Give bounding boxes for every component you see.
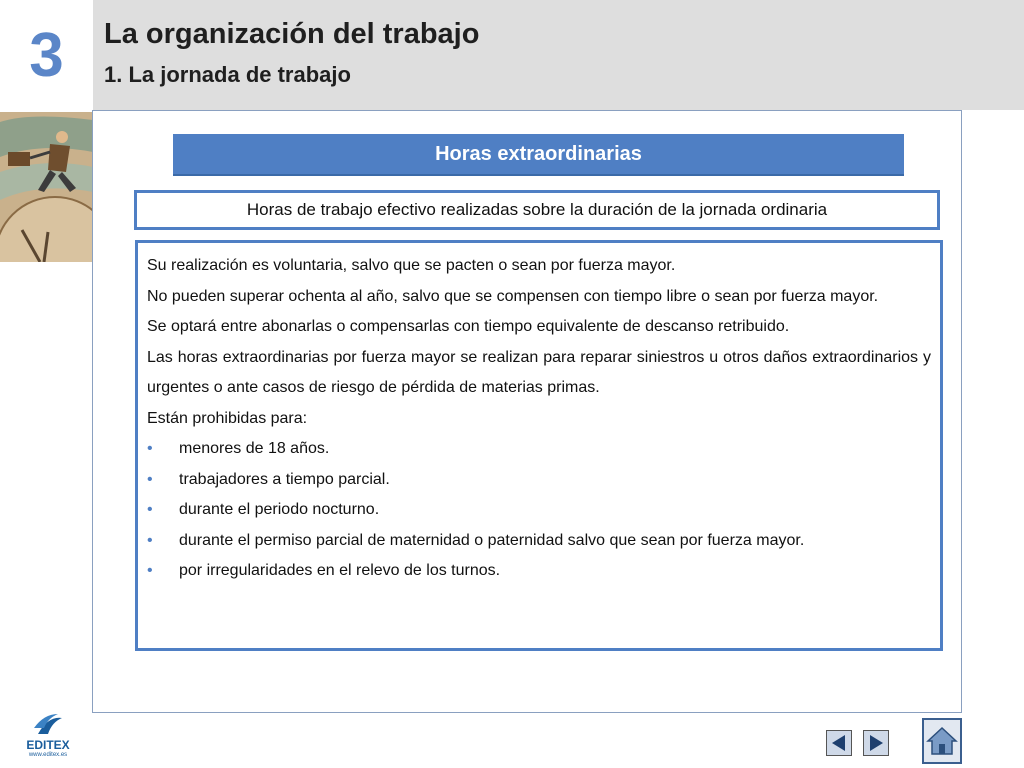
rules-box	[135, 240, 943, 651]
next-slide-button[interactable]	[863, 730, 889, 756]
rule-paragraph: Su realización es voluntaria, salvo que se pacten o sean por fuerza mayor.	[147, 257, 676, 274]
home-button[interactable]	[922, 718, 962, 764]
rule-paragraph: Se optará entre abonarlas o compensarlas con tiempo equivalente de descanso retribuido.	[147, 318, 790, 335]
page-subtitle: 1. La jornada de trabajo	[104, 62, 351, 87]
page-title: La organización del trabajo	[104, 18, 480, 50]
rule-paragraph: Las horas extraordinarias por fuerza mayor se realizan para reparar siniestros u otros daños extraordinarios y urgentes o ante casos de riesgo de pérdida de materias primas.	[147, 348, 931, 396]
rule-paragraph: No pueden superar ochenta al año, salvo que se compensen con tiempo libre o sean por fuerza mayor.	[147, 287, 879, 305]
chapter-number: 3	[29, 20, 64, 90]
triangle-left-icon	[829, 733, 849, 753]
section-heading: Horas extraordinarias	[173, 134, 904, 176]
header-bar	[93, 0, 1024, 110]
rule-paragraph: Están prohibidas para:	[147, 409, 308, 427]
editex-logo	[18, 712, 78, 760]
previous-slide-button[interactable]	[826, 730, 852, 756]
prohibited-list	[147, 434, 931, 587]
list-item: • durante el periodo nocturno.	[147, 495, 931, 526]
list-item: • menores de 18 años.	[147, 434, 931, 465]
logo-mark-icon	[18, 712, 78, 738]
list-item: • durante el permiso parcial de maternidad o paternidad salvo que sean por fuerza mayor.	[147, 526, 931, 557]
list-item: • por irregularidades en el relevo de los turnos.	[147, 556, 931, 587]
list-item: • trabajadores a tiempo parcial.	[147, 465, 931, 496]
logo-url: www.editex.es	[28, 752, 68, 758]
definition-box: Horas de trabajo efectivo realizadas sobre la duración de la jornada ordinaria	[134, 190, 940, 230]
triangle-right-icon	[866, 733, 886, 753]
logo-text: EDITEX	[26, 738, 70, 752]
running-man-illustration	[0, 112, 93, 262]
home-icon	[926, 725, 958, 757]
